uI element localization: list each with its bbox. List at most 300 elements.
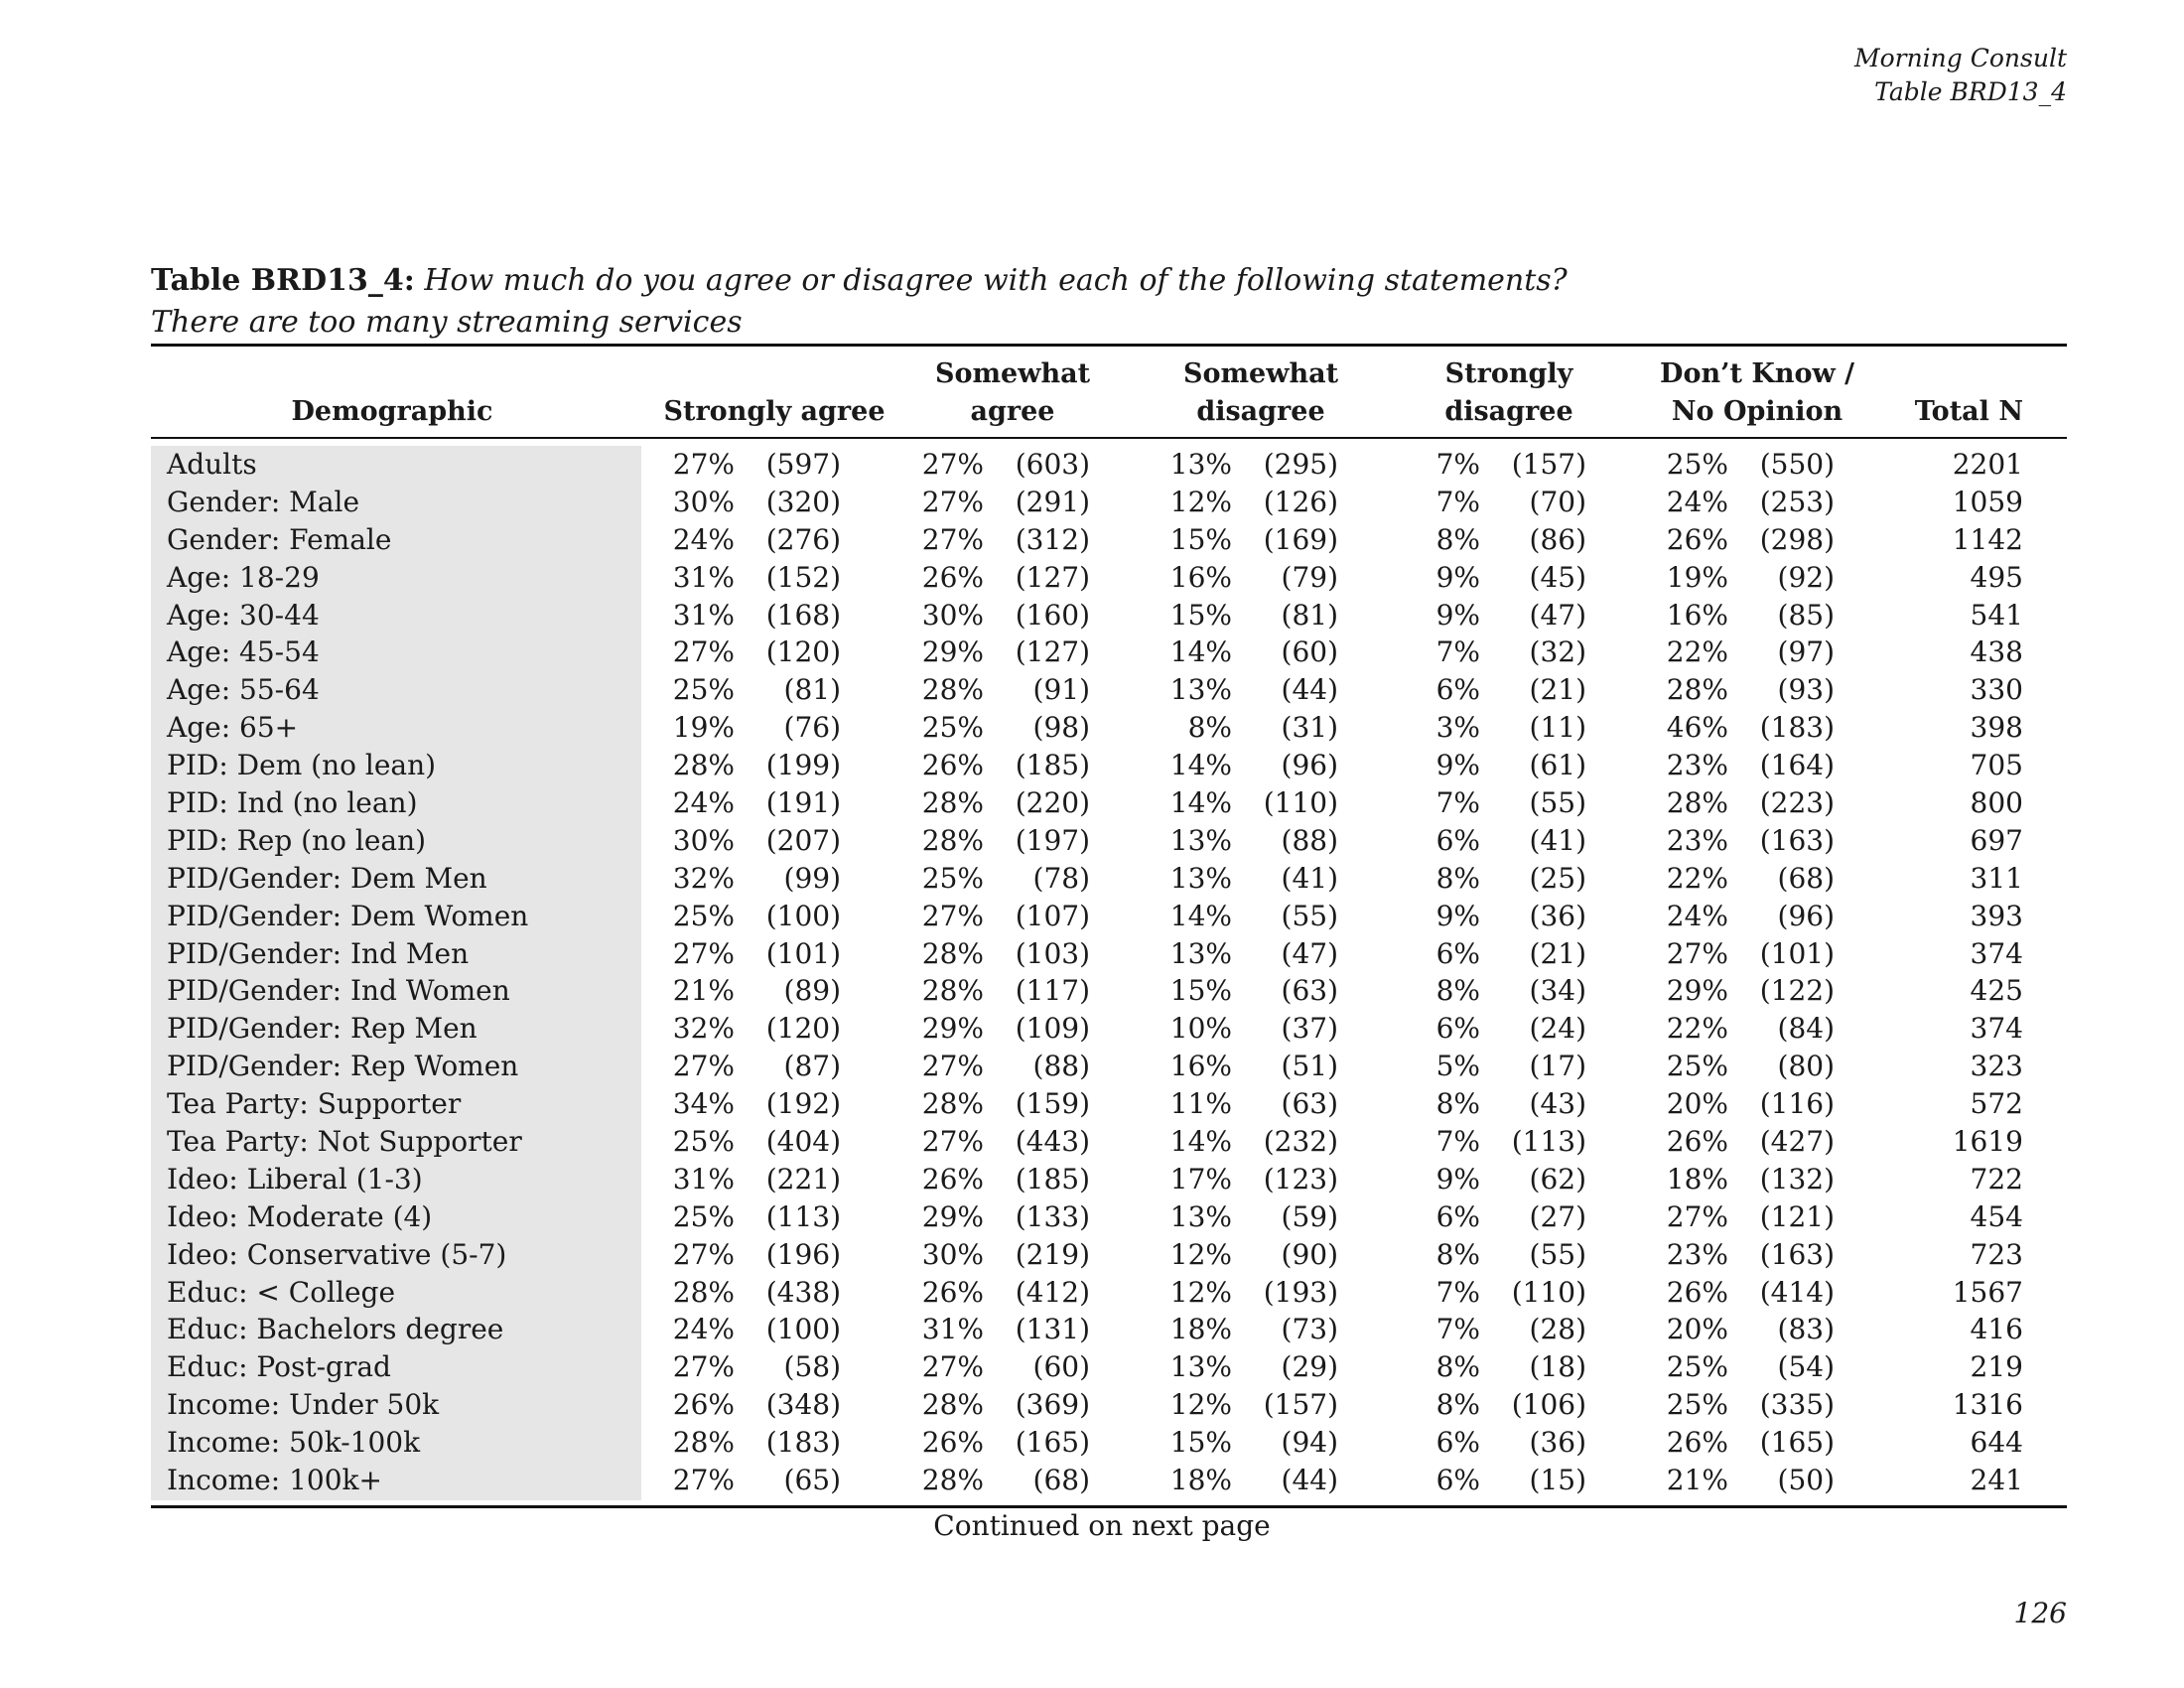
somewhat-agree-n: (369) xyxy=(1015,1388,1090,1422)
strongly-disagree-n: (110) xyxy=(1511,1275,1586,1309)
row-label: PID/Gender: Dem Women xyxy=(167,899,529,932)
dont-know-pct: 20% xyxy=(1666,1313,1728,1346)
table-row xyxy=(0,1048,2184,1085)
dont-know-pct: 29% xyxy=(1666,974,1728,1008)
table-row xyxy=(0,972,2184,1010)
col-header-somewhat-disagree xyxy=(1142,355,1380,431)
strongly-disagree-n: (27) xyxy=(1529,1199,1586,1233)
total-n: 438 xyxy=(1970,635,2023,669)
dont-know-n: (253) xyxy=(1759,485,1835,518)
strongly-agree-pct: 30% xyxy=(672,823,735,857)
strongly-disagree-n: (86) xyxy=(1529,522,1586,556)
strongly-disagree-n: (113) xyxy=(1511,1125,1586,1159)
strongly-disagree-n: (61) xyxy=(1529,749,1586,782)
somewhat-agree-n: (412) xyxy=(1015,1275,1090,1309)
page-number: 126 xyxy=(2013,1597,2067,1629)
strongly-disagree-pct: 7% xyxy=(1435,448,1480,481)
strongly-disagree-n: (36) xyxy=(1529,1426,1586,1460)
somewhat-disagree-pct: 13% xyxy=(1169,448,1232,481)
strongly-disagree-n: (70) xyxy=(1529,485,1586,518)
dont-know-n: (68) xyxy=(1777,861,1835,895)
strongly-agree-n: (99) xyxy=(783,861,841,895)
dont-know-n: (96) xyxy=(1777,899,1835,932)
somewhat-disagree-n: (29) xyxy=(1281,1350,1338,1384)
dont-know-pct: 22% xyxy=(1666,861,1728,895)
strongly-agree-pct: 32% xyxy=(672,861,735,895)
strongly-agree-pct: 31% xyxy=(672,560,735,594)
total-n: 800 xyxy=(1970,786,2023,820)
somewhat-agree-n: (78) xyxy=(1032,861,1090,895)
strongly-agree-pct: 28% xyxy=(672,1275,735,1309)
col-header-somewhat-agree xyxy=(893,355,1132,431)
somewhat-disagree-n: (123) xyxy=(1263,1162,1338,1196)
somewhat-agree-n: (160) xyxy=(1015,598,1090,632)
somewhat-disagree-n: (295) xyxy=(1263,448,1338,481)
strongly-agree-pct: 25% xyxy=(672,1125,735,1159)
strongly-disagree-pct: 8% xyxy=(1435,1388,1480,1422)
somewhat-disagree-pct: 8% xyxy=(1187,711,1232,745)
col-header-total-n: Total N xyxy=(1914,396,2023,427)
dont-know-pct: 18% xyxy=(1666,1162,1728,1196)
strongly-agree-pct: 26% xyxy=(672,1388,735,1422)
title-label: Table BRD13_4: xyxy=(151,263,415,298)
dont-know-n: (54) xyxy=(1777,1350,1835,1384)
somewhat-disagree-pct: 16% xyxy=(1169,560,1232,594)
strongly-disagree-n: (21) xyxy=(1529,673,1586,707)
somewhat-agree-pct: 29% xyxy=(921,1199,984,1233)
somewhat-agree-n: (60) xyxy=(1032,1350,1090,1384)
row-label: Income: 100k+ xyxy=(167,1464,382,1497)
strongly-disagree-n: (18) xyxy=(1529,1350,1586,1384)
row-label: PID: Ind (no lean) xyxy=(167,786,418,820)
strongly-disagree-pct: 7% xyxy=(1435,1313,1480,1346)
strongly-agree-pct: 21% xyxy=(672,974,735,1008)
total-n: 1142 xyxy=(1952,522,2023,556)
dont-know-n: (80) xyxy=(1777,1050,1835,1083)
dont-know-n: (183) xyxy=(1759,711,1835,745)
somewhat-disagree-n: (232) xyxy=(1263,1125,1338,1159)
somewhat-agree-n: (443) xyxy=(1015,1125,1090,1159)
strongly-disagree-pct: 8% xyxy=(1435,861,1480,895)
strongly-agree-pct: 31% xyxy=(672,1162,735,1196)
total-n: 219 xyxy=(1970,1350,2023,1384)
somewhat-agree-pct: 27% xyxy=(921,522,984,556)
somewhat-disagree-n: (169) xyxy=(1263,522,1338,556)
somewhat-agree-pct: 26% xyxy=(921,749,984,782)
strongly-disagree-pct: 7% xyxy=(1435,1125,1480,1159)
row-label: Ideo: Conservative (5-7) xyxy=(167,1237,507,1271)
somewhat-agree-n: (197) xyxy=(1015,823,1090,857)
table-row xyxy=(0,1010,2184,1048)
somewhat-agree-pct: 28% xyxy=(921,974,984,1008)
strongly-disagree-pct: 7% xyxy=(1435,485,1480,518)
strongly-agree-n: (65) xyxy=(783,1464,841,1497)
strongly-agree-pct: 27% xyxy=(672,1050,735,1083)
strongly-disagree-pct: 6% xyxy=(1435,673,1480,707)
somewhat-agree-pct: 25% xyxy=(921,861,984,895)
strongly-disagree-pct: 6% xyxy=(1435,1464,1480,1497)
strongly-disagree-pct: 7% xyxy=(1435,1275,1480,1309)
row-label: PID/Gender: Ind Women xyxy=(167,974,510,1008)
somewhat-agree-pct: 28% xyxy=(921,673,984,707)
somewhat-agree-n: (68) xyxy=(1032,1464,1090,1497)
table-row xyxy=(0,1123,2184,1161)
table-row xyxy=(0,1274,2184,1312)
strongly-disagree-pct: 8% xyxy=(1435,1087,1480,1121)
strongly-agree-pct: 24% xyxy=(672,1313,735,1346)
somewhat-disagree-n: (81) xyxy=(1281,598,1338,632)
table-row xyxy=(0,446,2184,484)
dont-know-n: (83) xyxy=(1777,1313,1835,1346)
strongly-agree-pct: 24% xyxy=(672,522,735,556)
somewhat-disagree-pct: 15% xyxy=(1169,1426,1232,1460)
somewhat-disagree-n: (94) xyxy=(1281,1426,1338,1460)
strongly-disagree-pct: 9% xyxy=(1435,560,1480,594)
strongly-disagree-pct: 6% xyxy=(1435,823,1480,857)
strongly-disagree-pct: 3% xyxy=(1435,711,1480,745)
total-n: 323 xyxy=(1970,1050,2023,1083)
strongly-disagree-pct: 7% xyxy=(1435,635,1480,669)
somewhat-agree-pct: 28% xyxy=(921,823,984,857)
somewhat-disagree-n: (63) xyxy=(1281,1087,1338,1121)
somewhat-disagree-pct: 14% xyxy=(1169,899,1232,932)
strongly-agree-pct: 25% xyxy=(672,673,735,707)
continued-note: Continued on next page xyxy=(933,1509,1271,1542)
somewhat-agree-n: (219) xyxy=(1015,1237,1090,1271)
table-row xyxy=(0,1462,2184,1499)
somewhat-disagree-pct: 12% xyxy=(1169,1237,1232,1271)
somewhat-disagree-n: (63) xyxy=(1281,974,1338,1008)
somewhat-agree-n: (109) xyxy=(1015,1012,1090,1046)
somewhat-agree-pct: 26% xyxy=(921,560,984,594)
somewhat-agree-pct: 28% xyxy=(921,936,984,970)
title-statement: There are too many streaming services xyxy=(151,305,743,340)
total-n: 722 xyxy=(1970,1162,2023,1196)
strongly-disagree-pct: 6% xyxy=(1435,936,1480,970)
strongly-agree-pct: 25% xyxy=(672,1199,735,1233)
strongly-agree-n: (81) xyxy=(783,673,841,707)
total-n: 1316 xyxy=(1952,1388,2023,1422)
somewhat-agree-pct: 28% xyxy=(921,786,984,820)
somewhat-disagree-pct: 18% xyxy=(1169,1313,1232,1346)
somewhat-disagree-pct: 15% xyxy=(1169,522,1232,556)
somewhat-agree-n: (103) xyxy=(1015,936,1090,970)
somewhat-agree-pct: 28% xyxy=(921,1464,984,1497)
dont-know-pct: 23% xyxy=(1666,823,1728,857)
somewhat-disagree-pct: 12% xyxy=(1169,1388,1232,1422)
somewhat-disagree-pct: 14% xyxy=(1169,749,1232,782)
total-n: 374 xyxy=(1970,1012,2023,1046)
dont-know-pct: 28% xyxy=(1666,786,1728,820)
somewhat-disagree-pct: 16% xyxy=(1169,1050,1232,1083)
row-label: Income: 50k-100k xyxy=(167,1426,421,1460)
page-header xyxy=(1854,42,2067,109)
dont-know-pct: 25% xyxy=(1666,1388,1728,1422)
strongly-agree-n: (196) xyxy=(765,1237,841,1271)
row-label: PID/Gender: Ind Men xyxy=(167,936,470,970)
table-row xyxy=(0,1198,2184,1236)
col-header-somewhat-disagree-line1: Somewhat xyxy=(1182,358,1339,389)
dont-know-pct: 22% xyxy=(1666,635,1728,669)
table-row xyxy=(0,822,2184,860)
row-label: Gender: Female xyxy=(167,522,392,556)
somewhat-agree-pct: 31% xyxy=(921,1313,984,1346)
table-row xyxy=(0,559,2184,597)
total-n: 454 xyxy=(1970,1199,2023,1233)
strongly-agree-pct: 24% xyxy=(672,786,735,820)
total-n: 393 xyxy=(1970,899,2023,932)
somewhat-disagree-n: (44) xyxy=(1281,673,1338,707)
dont-know-n: (164) xyxy=(1759,749,1835,782)
dont-know-n: (92) xyxy=(1777,560,1835,594)
somewhat-disagree-pct: 14% xyxy=(1169,635,1232,669)
somewhat-agree-n: (91) xyxy=(1032,673,1090,707)
header-rule xyxy=(151,437,2067,439)
row-label: Educ: Post-grad xyxy=(167,1350,391,1384)
strongly-disagree-pct: 8% xyxy=(1435,1237,1480,1271)
somewhat-agree-pct: 26% xyxy=(921,1426,984,1460)
somewhat-disagree-n: (51) xyxy=(1281,1050,1338,1083)
dont-know-n: (121) xyxy=(1759,1199,1835,1233)
strongly-disagree-n: (55) xyxy=(1529,786,1586,820)
dont-know-pct: 26% xyxy=(1666,1275,1728,1309)
dont-know-pct: 22% xyxy=(1666,1012,1728,1046)
somewhat-agree-pct: 29% xyxy=(921,1012,984,1046)
table-row xyxy=(0,1085,2184,1123)
strongly-agree-n: (120) xyxy=(765,635,841,669)
strongly-agree-pct: 27% xyxy=(672,635,735,669)
row-label: Income: Under 50k xyxy=(167,1388,440,1422)
dont-know-pct: 26% xyxy=(1666,1426,1728,1460)
strongly-agree-n: (438) xyxy=(765,1275,841,1309)
somewhat-disagree-n: (157) xyxy=(1263,1388,1338,1422)
strongly-agree-n: (221) xyxy=(765,1162,841,1196)
row-label: Ideo: Moderate (4) xyxy=(167,1199,433,1233)
strongly-disagree-pct: 8% xyxy=(1435,974,1480,1008)
strongly-agree-pct: 27% xyxy=(672,448,735,481)
row-label: Adults xyxy=(167,448,257,481)
row-label: Age: 55-64 xyxy=(167,673,320,707)
col-header-dont-know-line1: Don’t Know / xyxy=(1660,358,1854,389)
dont-know-pct: 25% xyxy=(1666,1350,1728,1384)
col-header-dont-know-line2: No Opinion xyxy=(1671,396,1843,427)
total-n: 416 xyxy=(1970,1313,2023,1346)
strongly-agree-n: (192) xyxy=(765,1087,841,1121)
somewhat-disagree-pct: 14% xyxy=(1169,786,1232,820)
total-n: 330 xyxy=(1970,673,2023,707)
strongly-agree-n: (199) xyxy=(765,749,841,782)
somewhat-agree-pct: 26% xyxy=(921,1275,984,1309)
somewhat-disagree-n: (55) xyxy=(1281,899,1338,932)
table-row xyxy=(0,1236,2184,1274)
dont-know-pct: 25% xyxy=(1666,1050,1728,1083)
somewhat-disagree-pct: 13% xyxy=(1169,823,1232,857)
strongly-agree-pct: 27% xyxy=(672,1350,735,1384)
strongly-disagree-pct: 8% xyxy=(1435,522,1480,556)
total-n: 541 xyxy=(1970,598,2023,632)
strongly-disagree-n: (17) xyxy=(1529,1050,1586,1083)
somewhat-disagree-n: (37) xyxy=(1281,1012,1338,1046)
strongly-disagree-n: (62) xyxy=(1529,1162,1586,1196)
dont-know-n: (84) xyxy=(1777,1012,1835,1046)
dont-know-n: (50) xyxy=(1777,1464,1835,1497)
strongly-agree-n: (183) xyxy=(765,1426,841,1460)
row-label: Gender: Male xyxy=(167,485,360,518)
strongly-agree-pct: 28% xyxy=(672,749,735,782)
row-label: Age: 65+ xyxy=(167,711,299,745)
strongly-agree-pct: 27% xyxy=(672,1464,735,1497)
somewhat-agree-n: (185) xyxy=(1015,1162,1090,1196)
strongly-agree-pct: 25% xyxy=(672,899,735,932)
strongly-disagree-n: (11) xyxy=(1529,711,1586,745)
table-body xyxy=(0,446,2184,1499)
somewhat-disagree-n: (79) xyxy=(1281,560,1338,594)
somewhat-agree-pct: 28% xyxy=(921,1087,984,1121)
dont-know-n: (414) xyxy=(1759,1275,1835,1309)
strongly-disagree-pct: 9% xyxy=(1435,749,1480,782)
table-row xyxy=(0,1311,2184,1348)
strongly-disagree-n: (41) xyxy=(1529,823,1586,857)
row-label: PID/Gender: Rep Women xyxy=(167,1050,519,1083)
dont-know-pct: 23% xyxy=(1666,1237,1728,1271)
col-header-demographic: Demographic xyxy=(291,396,493,427)
table-row xyxy=(0,747,2184,784)
somewhat-agree-n: (165) xyxy=(1015,1426,1090,1460)
strongly-disagree-n: (157) xyxy=(1511,448,1586,481)
somewhat-agree-pct: 28% xyxy=(921,1388,984,1422)
strongly-disagree-pct: 7% xyxy=(1435,786,1480,820)
dont-know-n: (101) xyxy=(1759,936,1835,970)
strongly-agree-pct: 31% xyxy=(672,598,735,632)
total-n: 2201 xyxy=(1952,448,2023,481)
strongly-disagree-n: (24) xyxy=(1529,1012,1586,1046)
dont-know-n: (85) xyxy=(1777,598,1835,632)
strongly-disagree-pct: 9% xyxy=(1435,899,1480,932)
dont-know-pct: 46% xyxy=(1666,711,1728,745)
strongly-agree-pct: 27% xyxy=(672,1237,735,1271)
somewhat-agree-pct: 27% xyxy=(921,899,984,932)
total-n: 311 xyxy=(1970,861,2023,895)
dont-know-n: (132) xyxy=(1759,1162,1835,1196)
total-n: 241 xyxy=(1970,1464,2023,1497)
strongly-agree-n: (348) xyxy=(765,1388,841,1422)
col-header-strongly-disagree xyxy=(1390,355,1628,431)
total-n: 723 xyxy=(1970,1237,2023,1271)
total-n: 697 xyxy=(1970,823,2023,857)
strongly-agree-n: (58) xyxy=(783,1350,841,1384)
somewhat-agree-pct: 26% xyxy=(921,1162,984,1196)
strongly-agree-pct: 19% xyxy=(672,711,735,745)
strongly-disagree-n: (45) xyxy=(1529,560,1586,594)
somewhat-agree-pct: 27% xyxy=(921,1125,984,1159)
dont-know-n: (335) xyxy=(1759,1388,1835,1422)
table-row xyxy=(0,633,2184,671)
somewhat-agree-n: (127) xyxy=(1015,635,1090,669)
somewhat-disagree-n: (88) xyxy=(1281,823,1338,857)
dont-know-n: (97) xyxy=(1777,635,1835,669)
table-row xyxy=(0,671,2184,709)
col-header-somewhat-disagree-line2: disagree xyxy=(1196,396,1325,427)
col-header-strongly-agree: Strongly agree xyxy=(663,396,886,427)
table-row xyxy=(0,784,2184,822)
strongly-disagree-pct: 9% xyxy=(1435,1162,1480,1196)
strongly-disagree-n: (34) xyxy=(1529,974,1586,1008)
somewhat-disagree-pct: 10% xyxy=(1169,1012,1232,1046)
somewhat-disagree-pct: 13% xyxy=(1169,673,1232,707)
strongly-agree-pct: 27% xyxy=(672,936,735,970)
table-id: Table BRD13_4 xyxy=(1874,77,2067,106)
dont-know-n: (163) xyxy=(1759,823,1835,857)
strongly-disagree-pct: 8% xyxy=(1435,1350,1480,1384)
total-n: 1619 xyxy=(1952,1125,2023,1159)
strongly-disagree-n: (25) xyxy=(1529,861,1586,895)
dont-know-pct: 26% xyxy=(1666,1125,1728,1159)
somewhat-agree-n: (88) xyxy=(1032,1050,1090,1083)
strongly-agree-pct: 32% xyxy=(672,1012,735,1046)
somewhat-disagree-n: (96) xyxy=(1281,749,1338,782)
somewhat-agree-pct: 27% xyxy=(921,485,984,518)
row-label: Age: 18-29 xyxy=(167,560,320,594)
title-question: How much do you agree or disagree with each of the following statements? xyxy=(424,263,1568,298)
somewhat-agree-pct: 27% xyxy=(921,448,984,481)
somewhat-disagree-pct: 15% xyxy=(1169,974,1232,1008)
somewhat-disagree-n: (110) xyxy=(1263,786,1338,820)
top-rule xyxy=(151,344,2067,347)
somewhat-agree-n: (291) xyxy=(1015,485,1090,518)
col-header-dont-know xyxy=(1638,355,1876,431)
somewhat-agree-pct: 25% xyxy=(921,711,984,745)
dont-know-pct: 28% xyxy=(1666,673,1728,707)
somewhat-disagree-n: (47) xyxy=(1281,936,1338,970)
dont-know-n: (550) xyxy=(1759,448,1835,481)
strongly-disagree-pct: 6% xyxy=(1435,1199,1480,1233)
somewhat-agree-n: (603) xyxy=(1015,448,1090,481)
table-row xyxy=(0,709,2184,747)
somewhat-disagree-pct: 11% xyxy=(1169,1087,1232,1121)
source-name: Morning Consult xyxy=(1853,44,2067,72)
table-row xyxy=(0,484,2184,521)
dont-know-pct: 19% xyxy=(1666,560,1728,594)
strongly-agree-pct: 28% xyxy=(672,1426,735,1460)
table-row xyxy=(0,935,2184,973)
dont-know-n: (122) xyxy=(1759,974,1835,1008)
strongly-disagree-n: (28) xyxy=(1529,1313,1586,1346)
somewhat-agree-n: (312) xyxy=(1015,522,1090,556)
total-n: 425 xyxy=(1970,974,2023,1008)
strongly-agree-n: (404) xyxy=(765,1125,841,1159)
total-n: 1567 xyxy=(1952,1275,2023,1309)
strongly-disagree-n: (15) xyxy=(1529,1464,1586,1497)
dont-know-n: (223) xyxy=(1759,786,1835,820)
strongly-disagree-pct: 6% xyxy=(1435,1426,1480,1460)
somewhat-agree-pct: 27% xyxy=(921,1050,984,1083)
somewhat-agree-n: (133) xyxy=(1015,1199,1090,1233)
strongly-disagree-n: (21) xyxy=(1529,936,1586,970)
strongly-agree-n: (100) xyxy=(765,1313,841,1346)
strongly-disagree-pct: 9% xyxy=(1435,598,1480,632)
somewhat-disagree-pct: 18% xyxy=(1169,1464,1232,1497)
somewhat-disagree-n: (193) xyxy=(1263,1275,1338,1309)
somewhat-disagree-n: (31) xyxy=(1281,711,1338,745)
strongly-agree-n: (76) xyxy=(783,711,841,745)
strongly-agree-n: (101) xyxy=(765,936,841,970)
strongly-disagree-n: (43) xyxy=(1529,1087,1586,1121)
table-row xyxy=(0,860,2184,898)
row-label: Tea Party: Not Supporter xyxy=(167,1125,522,1159)
dont-know-pct: 21% xyxy=(1666,1464,1728,1497)
row-label: Tea Party: Supporter xyxy=(167,1087,462,1121)
total-n: 644 xyxy=(1970,1426,2023,1460)
